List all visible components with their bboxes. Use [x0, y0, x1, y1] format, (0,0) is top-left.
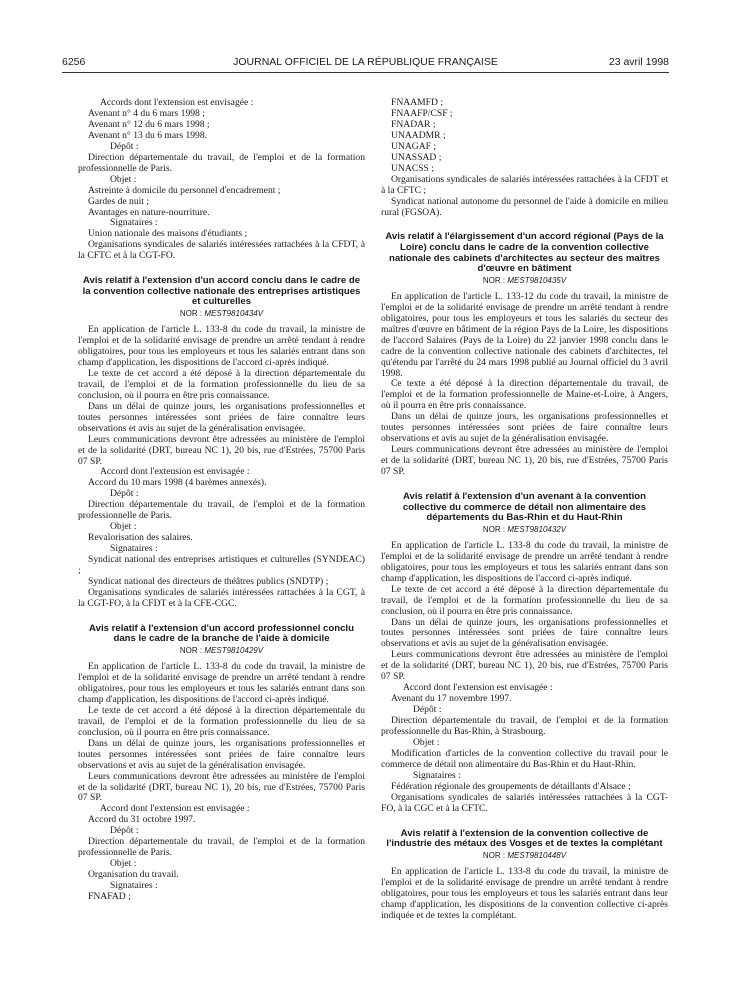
paragraph: En application de l'article L. 133-8 du code du travail, la ministre de l'emploi et de la solidarité envisage de prendre un arrêté tendant à rendre obligatoires, pour tous les employeurs et tous les salariés entrant dans son champ d'application, les dispositions de l'accord ci-après indiqué.: [381, 539, 668, 584]
section-title: Avis relatif à l'extension d'un accord professionnel conclu dans le cadre de la branche de l'aide à domicile: [89, 622, 354, 645]
paragraph: Revalorisation des salaires.: [88, 532, 193, 544]
paragraph: Signataires :: [110, 543, 158, 555]
paragraph: Organisations syndicales de salariés intéressées rattachées à la CGT, à la CGT-FO, à la CFDT et à la CFE-CGC.: [78, 586, 365, 609]
paragraph: Dans un délai de quinze jours, les organisations professionnelles et toutes personnes intéressées sont priées de faire connaître leurs observations et avis au sujet de la généralisation envisagée.: [381, 616, 668, 650]
paragraph: Le texte de cet accord a été déposé à la direction départementale du travail, de l'emploi et de la formation professionnelle du lieu de sa conclusion, où il pourra en être pris connaissance.: [78, 704, 365, 738]
paragraph: Syndicat national des directeurs de théâtres publics (SNDTP) ;: [88, 576, 329, 587]
page-header: [62, 56, 669, 72]
paragraph: Gardes de nuit ;: [88, 195, 150, 207]
nor-reference: [78, 309, 365, 319]
nor-code: MEST9810432V: [507, 524, 567, 534]
paragraph: Signataires :: [110, 217, 158, 229]
page-number: 6256: [62, 56, 86, 68]
paragraph: Dans un délai de quinze jours, les organisations professionnelles et toutes personnes intéressées sont priées de faire connaître leurs observations et avis au sujet de la généralisation envisagée.: [78, 737, 365, 771]
paragraph: Dépôt :: [110, 140, 139, 152]
paragraph: Avenant n° 13 du 6 mars 1998.: [88, 129, 208, 141]
paragraph: FNAFAD ;: [88, 891, 131, 903]
nor-code: MEST9810435V: [507, 275, 567, 285]
paragraph: Fédération régionale des groupements de détaillants d'Alsace ;: [391, 780, 631, 792]
paragraph: UNACSS ;: [391, 162, 434, 174]
paragraph: Direction départementale du travail, de l'emploi et de la formation professionnelle de Paris.: [78, 836, 365, 859]
nor-reference: [381, 276, 668, 286]
paragraph: Accords dont l'extension est envisagée :: [100, 97, 254, 108]
nor-reference: [381, 525, 668, 535]
paragraph: Leurs communications devront être adressées au ministère de l'emploi et de la solidarité (DRT, bureau NC 1), 20 bis, rue d'Estrées, 75700 Paris 07 SP.: [78, 433, 365, 467]
paragraph: UNASSAD ;: [391, 151, 442, 163]
nor-reference: [78, 646, 365, 656]
paragraph: Accord du 10 mars 1998 (4 barèmes annexés).: [88, 477, 267, 489]
paragraph: Dans un délai de quinze jours, les organisations professionnelles et toutes personnes intéressées sont priées de faire connaître leurs observations et avis au sujet de la généralisation envisagée.: [78, 400, 365, 434]
paragraph: Syndicat national autonome du personnel de l'aide à domicile en milieu rural (FGSOA).: [381, 195, 668, 218]
section-title: Avis relatif à l'extension de la convention collective de l'industrie des métaux des Vosges et de textes la complétant: [386, 827, 663, 850]
section-title: Avis relatif à l'élargissement d'un accord régional (Pays de la Loire) conclu dans le cadre de la convention collective nationale des cabinets d'architectes au secteur des maîtres d'œuvre en bâtiment: [385, 231, 664, 275]
paragraph: Dépôt :: [110, 825, 139, 837]
nor-code: MEST9810429V: [204, 646, 264, 656]
paragraph: Avenant du 17 novembre 1997.: [391, 693, 512, 705]
paragraph: Direction départementale du travail, de l'emploi et de la formation professionnelle du Bas-Rhin, à Strasbourg.: [381, 715, 668, 738]
paragraph: Signataires :: [413, 769, 461, 781]
nor-code: MEST9810434V: [204, 309, 264, 319]
paragraph: En application de l'article L. 133-8 du code du travail, la ministre de l'emploi et de la solidarité envisage de prendre un arrêté tendant à rendre obligatoires, pour tous les employeurs et tous les salariés entrant dans son champ d'application, les dispositions de l'accord ci-après indiqué.: [78, 324, 365, 368]
paragraph: Leurs communications devront être adressées au ministère de l'emploi et de la solidarité (DRT, bureau NC 1), 20 bis, rue d'Estrées, 75700 Paris 07 SP.: [381, 649, 668, 683]
nor-label: NOR :: [179, 646, 203, 656]
paragraph: Dépôt :: [413, 704, 442, 716]
paragraph: Astreinte à domicile du personnel d'encadrement ;: [88, 184, 281, 196]
paragraph: Organisations syndicales de salariés intéressées rattachées à la CFDT et à la CFTC ;: [381, 173, 668, 196]
paragraph: Objet :: [110, 521, 137, 533]
paragraph: Le texte de cet accord a été déposé à la direction départementale du travail, de l'emploi et de la formation professionnelle du lieu de sa conclusion, où il pourra en être pris connaissance.: [381, 583, 668, 617]
journal-title: JOURNAL OFFICIEL DE LA RÉPUBLIQUE FRANÇAISE: [233, 56, 498, 68]
paragraph: Accord dont l'extension est envisagée :: [100, 466, 250, 478]
nor-code: MEST9810448V: [507, 850, 567, 860]
paragraph: Modification d'articles de la convention collective du travail pour le commerce de détail non alimentaire du Bas-Rhin et du Haut-Rhin.: [381, 747, 668, 770]
paragraph: Le texte de cet accord a été déposé à la direction départementale du travail, de l'emploi et de la formation professionnelle du lieu de sa conclusion, où il pourra en être pris connaissance.: [78, 367, 365, 401]
paragraph: Avenant n° 12 du 6 mars 1998 ;: [88, 118, 210, 130]
paragraph: En application de l'article L. 133-8 du code du travail, la ministre de l'emploi et de la solidarité envisage de prendre un arrêté tendant à rendre obligatoires, pour tous les employeurs et tous les salariés entrant dans son champ d'application, les dispositions de l'accord ci-après indiqué.: [78, 661, 365, 705]
paragraph: Accord dont l'extension est envisagée :: [403, 682, 553, 694]
paragraph: Accord dont l'extension est envisagée :: [100, 803, 250, 815]
nor-label: NOR :: [482, 524, 506, 534]
paragraph: Organisations syndicales de salariés intéressées rattachées à la CGT-FO, à la CGC et à la CFTC.: [381, 791, 668, 814]
paragraph: Leurs communications devront être adressées au ministère de l'emploi et de la solidarité (DRT, bureau NC 1), 20 bis, rue d'Estrées, 75700 Paris 07 SP.: [78, 770, 365, 804]
paragraph: Objet :: [413, 737, 440, 748]
nor-label: NOR :: [179, 309, 203, 319]
paragraph: En application de l'article L. 133-8 du code du travail, la ministre de l'emploi et de la solidarité envisage de prendre un arrêté tendant à rendre obligatoires, pour tous les employeurs et tous les salariés entrant dans leur champ d'application, les dispositions de la convention collective ci-après indiquée et de textes la complétant.: [381, 865, 668, 921]
paragraph: Objet :: [110, 173, 137, 185]
paragraph: Organisations syndicales de salariés intéressées rattachées à la CFDT, à la CFTC et à la CGT-FO.: [78, 239, 365, 262]
nor-label: NOR :: [482, 275, 506, 285]
paragraph: Union nationale des maisons d'étudiants ;: [88, 228, 248, 240]
paragraph: Accord du 31 octobre 1997.: [88, 814, 196, 826]
paragraph: Leurs communications devront être adressées au ministère de l'emploi et de la solidarité (DRT, bureau NC 1), 20 bis, rue d'Estrées, 75700 Paris 07 SP.: [381, 444, 668, 478]
right-column: [381, 98, 668, 922]
paragraph: Organisation du travail.: [88, 869, 179, 881]
paragraph: Avenant n° 4 du 6 mars 1998 ;: [88, 107, 205, 119]
left-column: [78, 98, 365, 903]
nor-reference: [381, 851, 668, 861]
paragraph: Direction départementale du travail, de l'emploi et de la formation professionnelle de Paris.: [78, 499, 365, 522]
paragraph: FNAAMFD ;: [391, 97, 443, 108]
header-rule: [62, 72, 669, 73]
issue-date: 23 avril 1998: [608, 56, 669, 68]
paragraph: FNAAFP/CSF ;: [391, 107, 453, 119]
paragraph: FNADAR ;: [391, 118, 436, 130]
nor-label: NOR :: [482, 850, 506, 860]
paragraph: UNAADMR ;: [391, 129, 446, 141]
section-title: Avis relatif à l'extension d'un avenant à la convention collective du commerce de détail non alimentaire des départements du Bas-Rhin et du Haut-Rhin: [402, 491, 647, 524]
section-title: Avis relatif à l'extension d'un accord conclu dans le cadre de la convention collective nationale des entreprises artistiques et culturelles: [82, 275, 361, 308]
paragraph: UNAGAF ;: [391, 140, 437, 152]
paragraph: Syndicat national des entreprises artistiques et culturelles (SYNDEAC) ;: [78, 554, 365, 577]
paragraph: Direction départementale du travail, de l'emploi et de la formation professionnelle de Paris.: [78, 151, 365, 174]
paragraph: Avantages en nature-nourriture.: [88, 206, 210, 218]
paragraph: En application de l'article L. 133-12 du code du travail, la ministre de l'emploi et de la solidarité envisage de prendre un arrêté tendant à rendre obligatoires, pour tous les employeurs et tous les salariés du secteur des maîtres d'œuvre en bâtiment de la région Pays de la Loire, les dispositions de l'accord Salaires (Pays de la Loire) du 22 janvier 1998 conclu dans le cadre de la convention collective nationale des cabinets d'architectes, tel qu'étendu par l'arrêté du 24 mars 1998 publié au Journal officiel du 3 avril 1998.: [381, 290, 668, 379]
paragraph: Objet :: [110, 858, 137, 870]
paragraph: Ce texte a été déposé à la direction départementale du travail, de l'emploi et de la formation professionnelle de Maine-et-Loire, à Angers, où il pourra en être pris connaissance.: [381, 378, 668, 412]
paragraph: Dépôt :: [110, 488, 139, 500]
paragraph: Dans un délai de quinze jours, les organisations professionnelles et toutes personnes intéressées sont priées de faire connaître leurs observations et avis au sujet de la généralisation envisagée.: [381, 411, 668, 445]
paragraph: Signataires :: [110, 880, 158, 892]
